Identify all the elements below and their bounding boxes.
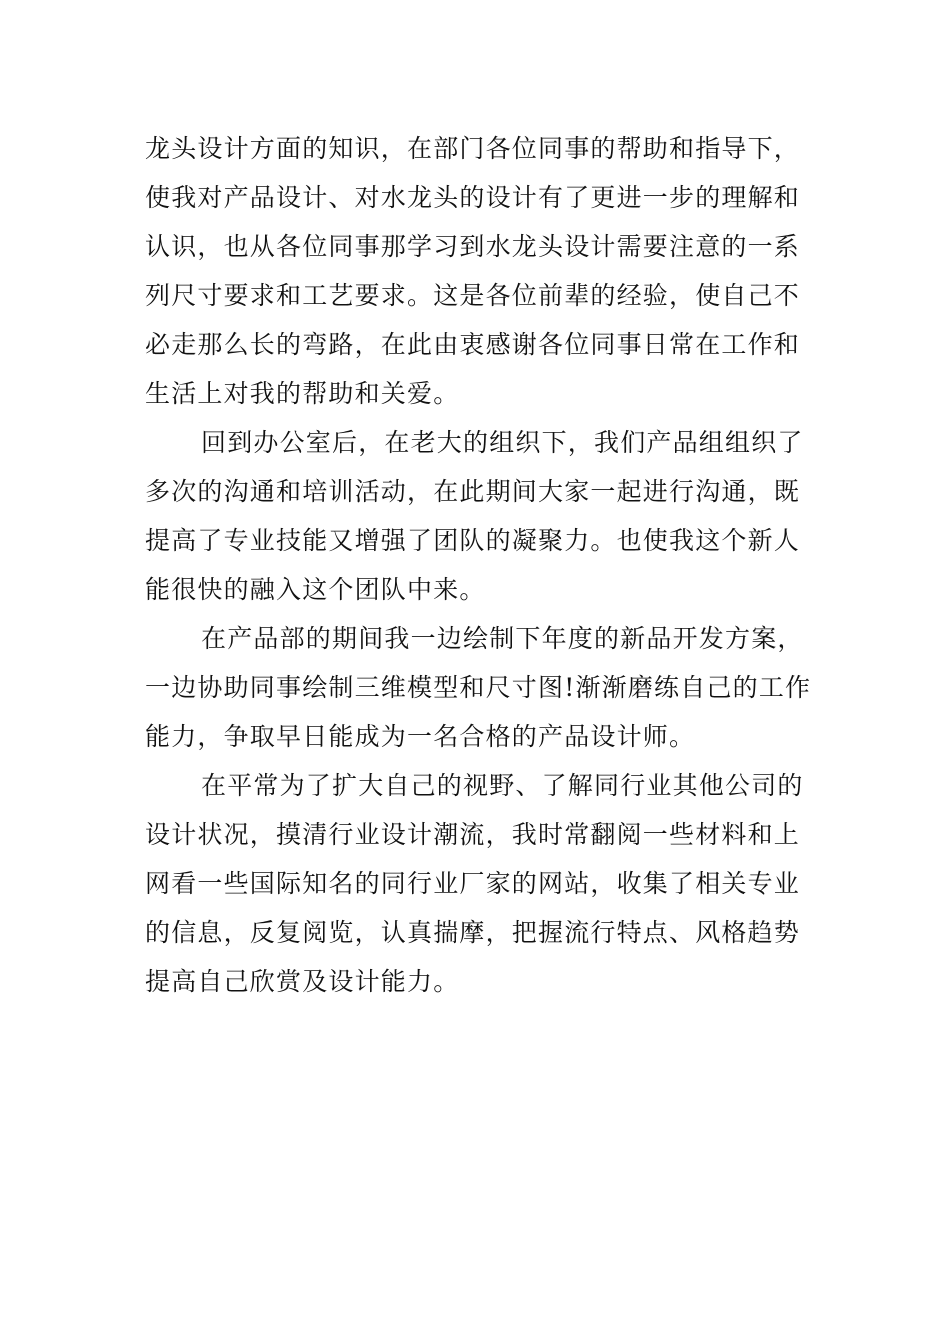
text-line: 使我对产品设计、对水龙头的设计有了更进一步的理解和 bbox=[145, 183, 801, 212]
text-line: 龙头设计方面的知识，在部门各位同事的帮助和指导下， bbox=[145, 134, 801, 163]
text-line: 多次的沟通和培训活动，在此期间大家一起进行沟通，既 bbox=[145, 477, 801, 506]
text-line: 在产品部的期间我一边绘制下年度的新品开发方案， bbox=[201, 624, 804, 653]
text-line: 列尺寸要求和工艺要求。这是各位前辈的经验，使自己不 bbox=[145, 281, 801, 310]
text-line: 能力，争取早日能成为一名合格的产品设计师。 bbox=[145, 722, 696, 751]
paragraph-3 bbox=[145, 614, 812, 761]
text-line: 提高自己欣赏及设计能力。 bbox=[145, 967, 460, 996]
text-line: 能很快的融入这个团队中来。 bbox=[145, 575, 486, 604]
text-line: 回到办公室后，在老大的组织下，我们产品组组织了 bbox=[201, 428, 804, 457]
text-line: 一边协助同事绘制三维模型和尺寸图!渐渐磨练自己的工作 bbox=[145, 673, 812, 702]
text-line: 的信息，反复阅览，认真揣摩，把握流行特点、风格趋势 bbox=[145, 918, 801, 947]
text-line: 提高了专业技能又增强了团队的凝聚力。也使我这个新人 bbox=[145, 526, 801, 555]
text-line: 必走那么长的弯路，在此由衷感谢各位同事日常在工作和 bbox=[145, 330, 801, 359]
paragraph-4 bbox=[145, 761, 807, 1006]
text-line: 设计状况，摸清行业设计潮流，我时常翻阅一些材料和上 bbox=[145, 820, 801, 849]
text-line: 网看一些国际知名的同行业厂家的网站，收集了相关专业 bbox=[145, 869, 801, 898]
paragraph-2 bbox=[145, 418, 807, 614]
document-body bbox=[145, 124, 812, 1006]
text-line: 生活上对我的帮助和关爱。 bbox=[145, 379, 460, 408]
text-line: 在平常为了扩大自己的视野、了解同行业其他公司的 bbox=[201, 771, 804, 800]
text-line: 认识，也从各位同事那学习到水龙头设计需要注意的一系 bbox=[145, 232, 801, 261]
paragraph-1 bbox=[145, 124, 807, 418]
